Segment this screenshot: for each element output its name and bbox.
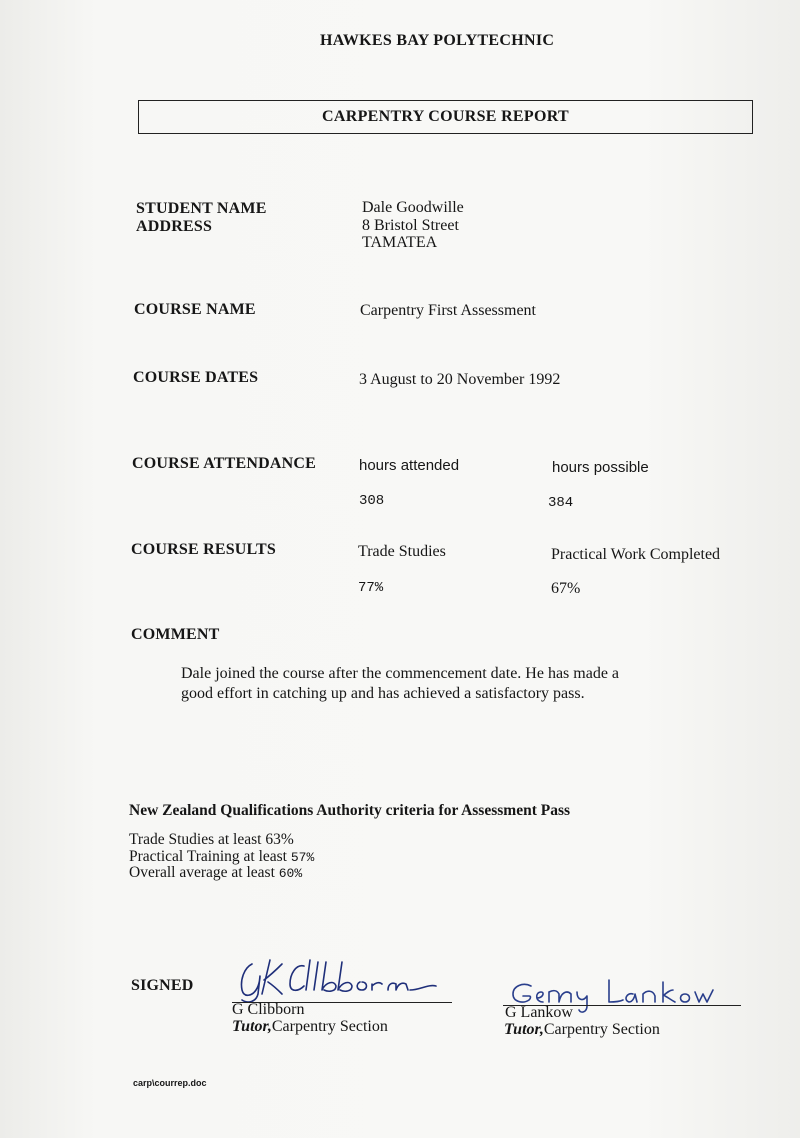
course-name-label: COURSE NAME [134, 301, 256, 318]
criteria-overall [129, 865, 302, 882]
hours-possible-value: 384 [548, 495, 574, 511]
criteria-practical-pct: 57% [290, 850, 315, 865]
tutor2-role-title: Tutor, [504, 1021, 544, 1038]
trade-studies-value: 77% [358, 580, 384, 596]
address-line-2: TAMATEA [362, 234, 438, 251]
hours-attended-label: hours attended [359, 457, 460, 474]
criteria-trade-text: Trade Studies at least 63% [129, 831, 294, 848]
course-name-value: Carpentry First Assessment [360, 302, 536, 319]
report-title: CARPENTRY COURSE REPORT [322, 108, 569, 125]
criteria-overall-text: Overall average at least [129, 864, 275, 881]
criteria-heading: New Zealand Qualifications Authority criteria for Assessment Pass [129, 802, 571, 819]
institution-name: HAWKES BAY POLYTECHNIC [320, 32, 555, 49]
hours-attended-value: 308 [359, 493, 385, 509]
report-title-box [138, 100, 753, 134]
student-name-value: Dale Goodwille [362, 199, 464, 216]
tutor1-name: G Clibborn [232, 1001, 305, 1018]
hours-possible-label: hours possible [552, 459, 649, 476]
criteria-overall-pct: 60% [278, 866, 303, 881]
comment-label: COMMENT [131, 626, 220, 643]
tutor2-name: G Lankow [505, 1004, 573, 1021]
address-label: ADDRESS [136, 218, 213, 235]
tutor2-role [504, 1021, 660, 1039]
tutor1-section: Carpentry Section [271, 1018, 388, 1035]
practical-work-value: 67% [551, 580, 581, 597]
tutor1-role [232, 1018, 388, 1036]
trade-studies-label: Trade Studies [358, 543, 446, 560]
tutor1-signature [230, 950, 445, 1005]
criteria-practical-text: Practical Training at least [129, 848, 287, 865]
tutor2-section: Carpentry Section [543, 1021, 660, 1038]
file-path-footer: carp\courrep.doc [133, 1078, 207, 1088]
criteria-trade [129, 832, 294, 848]
comment-line-1: Dale joined the course after the commencement date. He has made a [181, 665, 620, 682]
student-name-label: STUDENT NAME [136, 200, 267, 217]
course-dates-value: 3 August to 20 November 1992 [359, 371, 561, 388]
signed-label: SIGNED [131, 977, 194, 994]
course-results-label: COURSE RESULTS [131, 541, 276, 558]
practical-work-label: Practical Work Completed [551, 546, 721, 563]
tutor1-role-title: Tutor, [232, 1018, 272, 1035]
course-attendance-label: COURSE ATTENDANCE [132, 455, 317, 472]
comment-line-2: good effort in catching up and has achieved a satisfactory pass. [181, 685, 585, 702]
address-line-1: 8 Bristol Street [362, 217, 459, 234]
course-dates-label: COURSE DATES [133, 369, 259, 386]
